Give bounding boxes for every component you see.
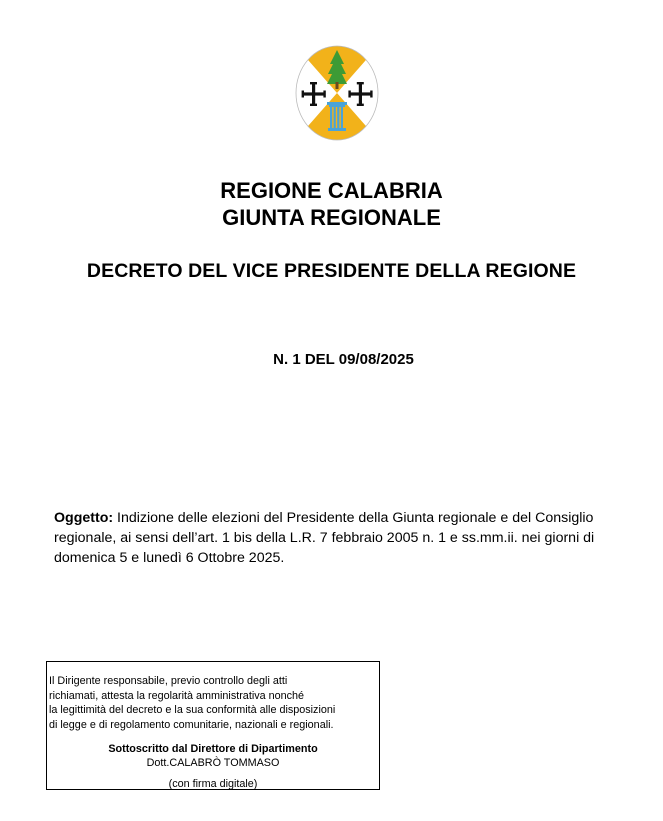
signer-name: Dott.CALABRÒ TOMMASO xyxy=(146,757,280,769)
subject-label: Oggetto: xyxy=(54,510,114,526)
regione-calabria-emblem xyxy=(294,44,380,142)
subject-text: Indizione delle elezioni del Presidente della Giunta regionale e del Consiglio regionale, ai sensi dell’art. 1 bis della L.R. 7 febbraio 2005 n. 1 e ss.mm.ii. nei giorni di domenica 5 e lunedì 6 Ottobre 2025. xyxy=(54,510,595,566)
digital-signature-note: (con firma digitale) xyxy=(168,778,258,790)
attestation-line: di legge e di regolamento comunitarie, nazionali e regionali. xyxy=(49,718,334,731)
attestation-box xyxy=(46,661,380,790)
council-title: GIUNTA REGIONALE xyxy=(222,205,441,230)
subject-paragraph xyxy=(54,508,614,568)
attestation-line: la legittimità del decreto e la sua conformità alle disposizioni xyxy=(49,704,336,717)
attestation-line: richiamati, attesta la regolarità amministrativa nonché xyxy=(49,689,305,702)
signer-title: Sottoscritto dal Direttore di Dipartimento xyxy=(108,743,318,755)
attestation-line: Il Dirigente responsabile, previo controllo degli atti xyxy=(49,675,288,687)
region-title: REGIONE CALABRIA xyxy=(220,178,443,203)
attestation-text xyxy=(49,674,335,732)
decree-title: DECRETO DEL VICE PRESIDENTE DELLA REGIONE xyxy=(86,260,577,282)
decree-number: N. 1 DEL 09/08/2025 xyxy=(273,351,414,368)
